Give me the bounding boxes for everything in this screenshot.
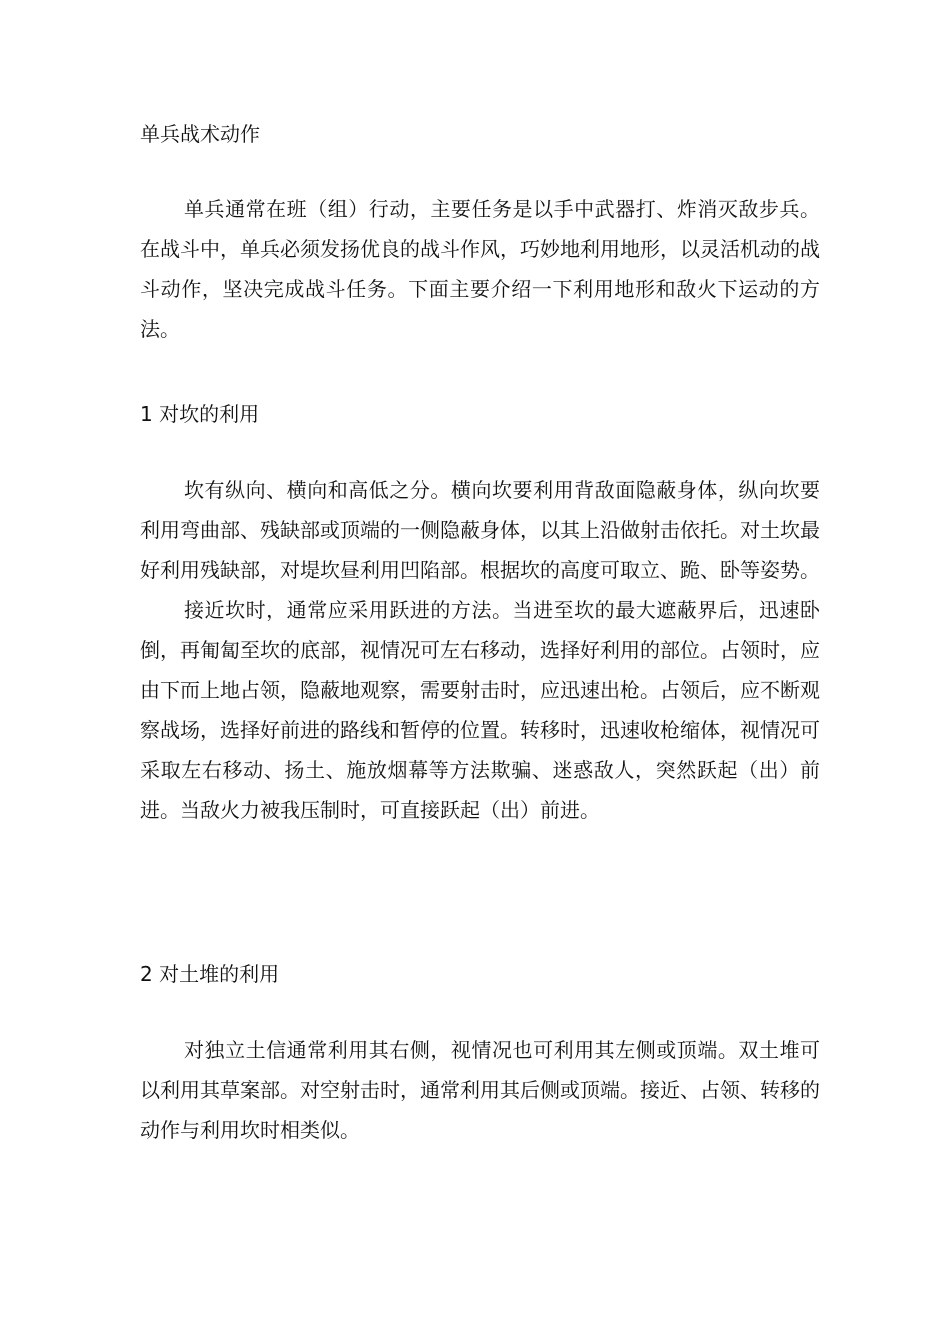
paragraph-kan-approach: 接近坎时，通常应采用跃进的方法。当进至坎的最大遮蔽界后，迅速卧倒，再匍匐至坎的底部，视情况可左右移动，选择好利用的部位。占领时，应由下而上地占领，隐蔽地观察，需要射击时，应迅速出枪。占领后，应不断观察战场，选择好前进的路线和暂停的位置。转移时，迅速收枪缩体，视情况可采取左右移动、扬土、施放烟幕等方法欺骗、迷惑敌人，突然跃起（出）前进。当敌火力被我压制时，可直接跃起（出）前进。 [140,598,820,822]
section-body-kan [140,470,820,830]
section-heading-intro: 单兵战术动作 [140,122,260,146]
paragraph-kan-types: 坎有纵向、横向和高低之分。横向坎要利用背敌面隐蔽身体，纵向坎要利用弯曲部、残缺部或顶端的一侧隐蔽身体，以其上沿做射击依托。对土坎最好利用残缺部，对堤坎昼利用凹陷部。根据坎的高度可取立、跪、卧等姿势。 [140,478,820,582]
paragraph-intro: 单兵通常在班（组）行动，主要任务是以手中武器打、炸消灭敌步兵。在战斗中，单兵必须发扬优良的战斗作风，巧妙地利用地形，以灵活机动的战斗动作，坚决完成战斗任务。下面主要介绍一下利用地形和敌火下运动的方法。 [140,197,820,341]
paragraph-tudui: 对独立土信通常利用其右侧，视情况也可利用其左侧或顶端。双土堆可以利用其草案部。对空射击时，通常利用其后侧或顶端。接近、占领、转移的动作与利用坎时相类似。 [140,1038,820,1142]
section-heading-kan: 1 对坎的利用 [140,402,260,426]
section-heading-tudui: 2 对土堆的利用 [140,962,280,986]
